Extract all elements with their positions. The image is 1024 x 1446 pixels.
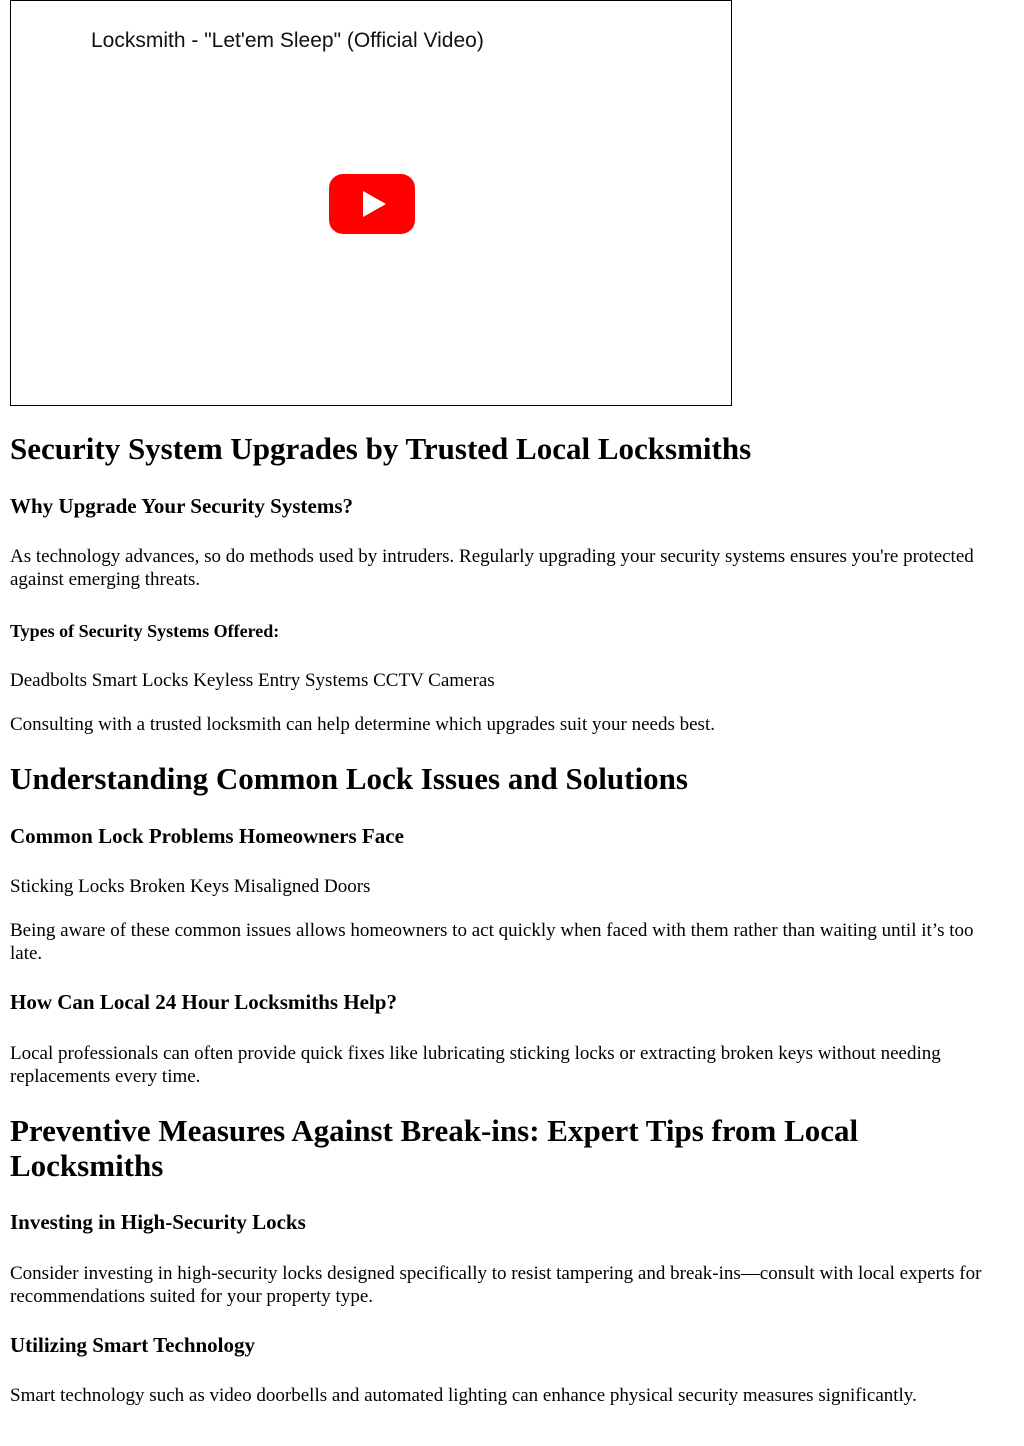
paragraph-local-professionals: Local professionals can often provide quick fixes like lubricating sticking locks or extracting broken keys without needing replacements every time. xyxy=(10,1043,941,1087)
list-item: Broken Keys xyxy=(129,876,230,897)
heading-preventive-measures: Preventive Measures Against Break-ins: Expert Tips from Local Locksmiths xyxy=(10,1113,859,1183)
paragraph-being-aware: Being aware of these common issues allows homeowners to act quickly when faced with them rather than waiting until it’s too late. xyxy=(10,920,974,964)
paragraph-consulting: Consulting with a trusted locksmith can help determine which upgrades suit your needs best. xyxy=(10,714,715,735)
subheading-how-can-help: How Can Local 24 Hour Locksmiths Help? xyxy=(10,990,397,1014)
lock-problems-list xyxy=(10,875,370,898)
list-item: Sticking Locks xyxy=(10,876,125,897)
subheading-types-offered: Types of Security Systems Offered: xyxy=(10,621,280,641)
subheading-smart-technology: Utilizing Smart Technology xyxy=(10,1333,256,1357)
subheading-high-security-locks: Investing in High-Security Locks xyxy=(10,1210,306,1234)
heading-security-upgrades: Security System Upgrades by Trusted Local Locksmiths xyxy=(10,431,752,466)
list-item: Smart Locks xyxy=(91,670,189,691)
paragraph-why-upgrade: As technology advances, so do methods used by intruders. Regularly upgrading your security systems ensures you're protected against emerging threats. xyxy=(10,546,974,590)
list-item: CCTV Cameras xyxy=(373,670,495,691)
subheading-common-problems: Common Lock Problems Homeowners Face xyxy=(10,824,404,848)
heading-common-lock-issues: Understanding Common Lock Issues and Solutions xyxy=(10,761,688,796)
youtube-play-icon[interactable] xyxy=(329,174,415,234)
security-systems-list xyxy=(10,669,495,692)
list-item: Misaligned Doors xyxy=(233,876,371,897)
video-embed[interactable] xyxy=(10,0,732,406)
video-title[interactable]: Locksmith - "Let'em Sleep" (Official Video) xyxy=(91,29,484,52)
subheading-why-upgrade: Why Upgrade Your Security Systems? xyxy=(10,494,354,518)
list-item: Deadbolts xyxy=(10,670,88,691)
paragraph-smart-technology: Smart technology such as video doorbells and automated lighting can enhance physical security measures significantly. xyxy=(10,1385,917,1406)
paragraph-high-security: Consider investing in high-security locks designed specifically to resist tampering and break-ins—consult with local experts for recommendations suited for your property type. xyxy=(10,1263,982,1307)
list-item: Keyless Entry Systems xyxy=(193,670,369,691)
